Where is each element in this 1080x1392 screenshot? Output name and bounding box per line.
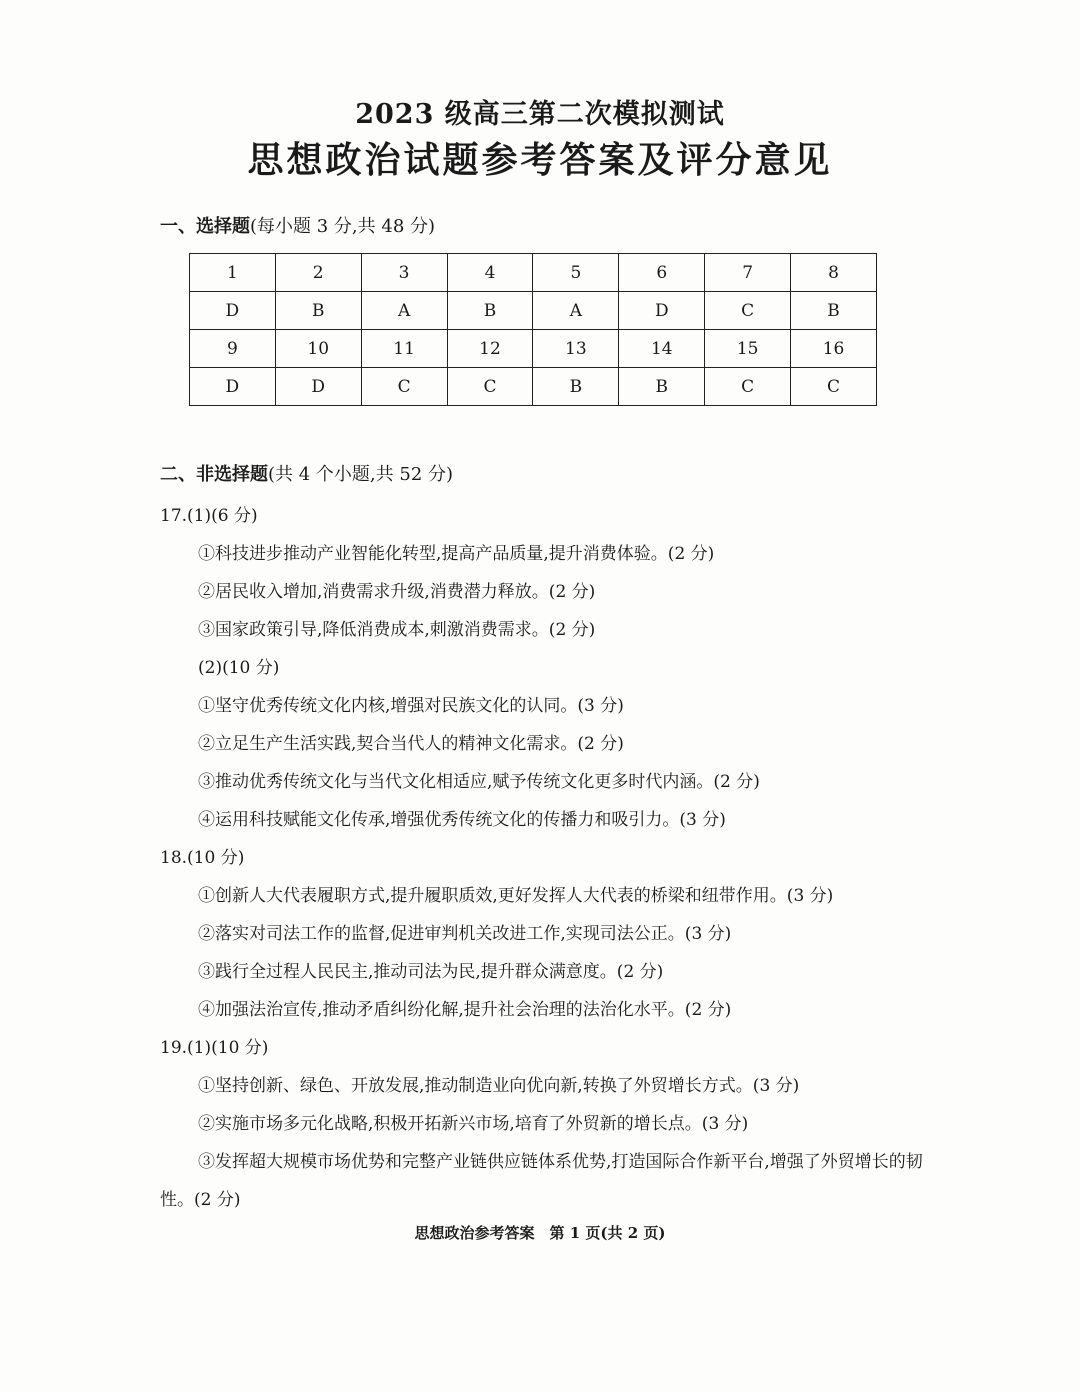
answer-cell: D xyxy=(619,292,705,330)
answer-point: ①创新人大代表履职方式,提升履职质效,更好发挥人大代表的桥梁和纽带作用。(3 分) xyxy=(198,886,834,906)
answer-key-row xyxy=(190,292,877,330)
question-number-cell: 7 xyxy=(705,254,791,292)
answer-point: ②实施市场多元化战略,积极开拓新兴市场,培育了外贸新的增长点。(3 分) xyxy=(198,1114,749,1134)
answer-cell: D xyxy=(190,368,276,406)
answer-point: ④加强法治宣传,推动矛盾纠纷化解,提升社会治理的法治化水平。(2 分) xyxy=(198,1000,732,1020)
answer-point: ①科技进步推动产业智能化转型,提高产品质量,提升消费体验。(2 分) xyxy=(198,544,715,564)
document-title: 思想政治试题参考答案及评分意见 xyxy=(247,139,833,181)
answer-cell: C xyxy=(791,368,877,406)
question-number-cell: 10 xyxy=(275,330,361,368)
question-number-cell: 4 xyxy=(447,254,533,292)
question-number-cell: 6 xyxy=(619,254,705,292)
answer-content xyxy=(160,497,940,1219)
section-1-heading xyxy=(160,212,435,238)
page-footer: 思想政治参考答案 第 1 页(共 2 页) xyxy=(414,1224,666,1242)
answer-cell: A xyxy=(361,292,447,330)
answer-point: (2)(10 分) xyxy=(198,658,280,678)
question-number-cell: 15 xyxy=(705,330,791,368)
exam-title: 2023 级高三第二次模拟测试 xyxy=(355,99,725,130)
section-1-note: (每小题 3 分,共 48 分) xyxy=(250,216,436,237)
answer-point: ②落实对司法工作的监督,促进审判机关改进工作,实现司法公正。(3 分) xyxy=(198,924,732,944)
answer-cell: B xyxy=(791,292,877,330)
answer-cell: A xyxy=(533,292,619,330)
question-number-row xyxy=(190,330,877,368)
answer-point: ③推动优秀传统文化与当代文化相适应,赋予传统文化更多时代内涵。(2 分) xyxy=(198,772,760,792)
section-2-heading xyxy=(160,460,453,486)
question-number-cell: 13 xyxy=(533,330,619,368)
section-2-title: 二、非选择题 xyxy=(160,464,268,485)
answer-point: ②居民收入增加,消费需求升级,消费潜力释放。(2 分) xyxy=(198,582,596,602)
question-number-cell: 8 xyxy=(791,254,877,292)
question-number-row xyxy=(190,254,877,292)
multiple-choice-answer-table xyxy=(189,253,877,406)
question-number-cell: 5 xyxy=(533,254,619,292)
question-number-cell: 16 xyxy=(791,330,877,368)
question-heading: 19.(1)(10 分) xyxy=(160,1038,269,1058)
answer-point: ②立足生产生活实践,契合当代人的精神文化需求。(2 分) xyxy=(198,734,624,754)
answer-cell: B xyxy=(275,292,361,330)
answer-cell: C xyxy=(447,368,533,406)
answer-cell: B xyxy=(533,368,619,406)
question-number-cell: 12 xyxy=(447,330,533,368)
section-2-note: (共 4 个小题,共 52 分) xyxy=(268,464,454,485)
answer-cell: C xyxy=(705,368,791,406)
answer-cell: B xyxy=(447,292,533,330)
question-number-cell: 3 xyxy=(361,254,447,292)
question-number-cell: 1 xyxy=(190,254,276,292)
question-number-cell: 14 xyxy=(619,330,705,368)
question-number-cell: 9 xyxy=(190,330,276,368)
answer-key-row xyxy=(190,368,877,406)
section-1-title: 一、选择题 xyxy=(160,216,250,237)
answer-cell: C xyxy=(705,292,791,330)
answer-point: ③国家政策引导,降低消费成本,刺激消费需求。(2 分) xyxy=(198,620,596,640)
answer-point: ①坚守优秀传统文化内核,增强对民族文化的认同。(3 分) xyxy=(198,696,624,716)
question-heading: 17.(1)(6 分) xyxy=(160,506,258,526)
answer-point: ③践行全过程人民民主,推动司法为民,提升群众满意度。(2 分) xyxy=(198,962,664,982)
answer-point: ①坚持创新、绿色、开放发展,推动制造业向优向新,转换了外贸增长方式。(3 分) xyxy=(198,1076,800,1096)
answer-point: ③发挥超大规模市场优势和完整产业链供应链体系优势,打造国际合作新平台,增强了外贸增长的韧性。(2 分) xyxy=(160,1152,923,1210)
answer-cell: D xyxy=(190,292,276,330)
answer-cell: B xyxy=(619,368,705,406)
question-heading: 18.(10 分) xyxy=(160,848,245,868)
question-number-cell: 2 xyxy=(275,254,361,292)
answer-cell: D xyxy=(275,368,361,406)
question-number-cell: 11 xyxy=(361,330,447,368)
answer-point: ④运用科技赋能文化传承,增强优秀传统文化的传播力和吸引力。(3 分) xyxy=(198,810,726,830)
answer-cell: C xyxy=(361,368,447,406)
